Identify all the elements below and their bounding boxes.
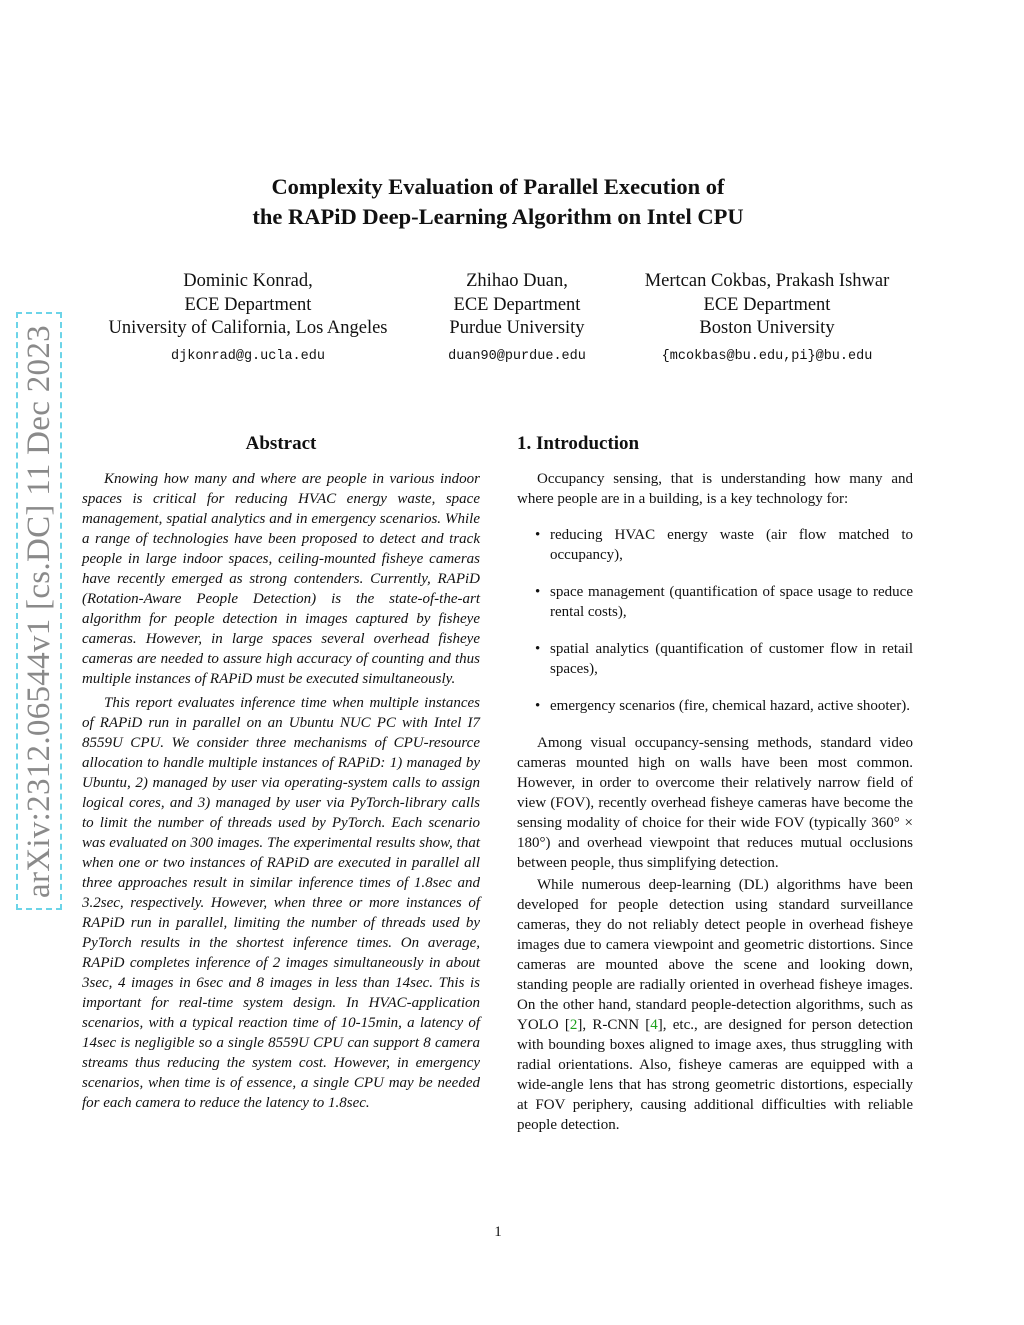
paragraph-text: ], etc., are designed for person detection with bounding boxes aligned to image axes, thus struggling with radial orientations. Also, fisheye cameras are equipped with a wide-angle lens that has strong geometric distortions, especially at FOV periphery, causing additional difficulties with reliable people detection. xyxy=(517,1017,913,1133)
list-item xyxy=(517,582,913,622)
list-item-text: emergency scenarios (fire, chemical hazard, active shooter). xyxy=(550,698,910,714)
introduction-section xyxy=(517,432,913,1137)
author-affiliation: Purdue University xyxy=(449,318,585,338)
arxiv-identifier: arXiv:2312.06544v1 [cs.DC] 11 Dec 2023 xyxy=(20,324,57,898)
paragraph-text: ], R-CNN [ xyxy=(577,1017,651,1033)
abstract-paragraph-2: This report evaluates inference time when multiple instances of RAPiD run in parallel on an Ubuntu NUC PC with Intel I7 8559U CPU. We consider three mechanisms of CPU-resource allocation to handle multiple instances of RAPiD: 1) managed by Ubuntu, 2) managed by user via operating-system calls to assign logical cores, and 3) managed by user via PyTorch-library calls to limit the number of threads used by PyTorch. Each scenario was evaluated on 300 images. The experimental results show, that when one or two instances of RAPiD are executed in parallel all three approaches result in similar inference times of 1.8sec and 3.2sec, respectively. However, when three or more instances of RAPiD run in parallel, limiting the number of threads used by PyTorch results in the shortest inference times. On average, RAPiD completes inference of 2 images simultaneously in about 3sec, 4 images in 6sec and 8 images in less than 14sec. This is important for real-time system design. In HVAC-application scenarios, with a typical reaction time of 10-15min, a latency of 14sec is negligible so a single 8559U CPU can support 8 camera streams thus reducing the system cost. However, in emergency scenarios, when time is of essence, a single CPU may be needed for each camera to reduce the latency to 1.8sec. xyxy=(82,695,480,1111)
paragraph-text: While numerous deep-learning (DL) algorithms have been developed for people detection using standard surveillance cameras, they do not reliably detect people in overhead fisheye images due to camera viewpoint and geometric distortions. Since cameras are mounted above the scene and looking down, standing people are radially oriented in overhead fisheye images. On the other hand, standard people-detection algorithms, such as YOLO [ xyxy=(517,877,913,1033)
abstract-paragraph-1: Knowing how many and where are people in various indoor spaces is critical for reducing HVAC energy waste, space management, spatial analytics and in emergency scenarios. While a range of technologies have been proposed to detect and track people in large indoor spaces, ceiling-mounted fisheye cameras have recently emerged as strong contenders. Currently, RAPiD (Rotation-Aware People Detection) is the state-of-the-art algorithm for people detection in images captured by fisheye cameras. However, in large spaces several overhead fisheye cameras are needed to assure high accuracy of counting and thus multiple instances of RAPiD must be executed simultaneously. xyxy=(82,471,480,687)
author-email: duan90@purdue.edu xyxy=(448,348,586,364)
author-name: Zhihao Duan, xyxy=(466,271,568,291)
intro-paragraph-3 xyxy=(517,875,913,1135)
arxiv-sidebar-stamp xyxy=(16,312,62,910)
list-item-text: reducing HVAC energy waste (air flow matched to occupancy), xyxy=(550,527,913,563)
bullet-icon: • xyxy=(535,527,541,543)
author-affiliation: Boston University xyxy=(699,318,835,338)
introduction-heading: 1. Introduction xyxy=(517,433,640,454)
title-line-1: Complexity Evaluation of Parallel Execution of xyxy=(271,174,725,199)
author-affiliation: University of California, Los Angeles xyxy=(108,318,388,338)
intro-paragraph-2: Among visual occupancy-sensing methods, standard video cameras mounted high on walls have been most common. However, in order to overcome their relatively narrow field of view (FOV), recently overhead fisheye cameras have become the sensing modality of choice for their wide FOV (typically 360° × 180°) and overhead viewpoint that reduces mutual occlusions between people, thus simplifying detection. xyxy=(517,735,913,871)
bullet-icon: • xyxy=(535,698,541,714)
author-block-2 xyxy=(420,270,614,368)
list-item-text: space management (quantification of space usage to reduce rental costs), xyxy=(550,584,913,620)
author-email: djkonrad@g.ucla.edu xyxy=(171,348,325,364)
title-line-2: the RAPiD Deep-Learning Algorithm on Intel CPU xyxy=(252,204,744,229)
list-item xyxy=(517,696,913,716)
author-department: ECE Department xyxy=(184,294,312,315)
citation-link[interactable]: 4 xyxy=(650,1017,658,1033)
list-item-text: spatial analytics (quantification of customer flow in retail spaces), xyxy=(550,641,913,677)
author-email: {mcokbas@bu.edu,pi}@bu.edu xyxy=(661,348,873,364)
list-item xyxy=(517,525,913,565)
author-name: Dominic Konrad, xyxy=(183,271,313,291)
bullet-icon: • xyxy=(535,584,541,600)
author-block-3 xyxy=(626,270,908,368)
author-department: ECE Department xyxy=(453,294,581,315)
author-block-1 xyxy=(92,270,404,368)
paper-title xyxy=(100,172,896,232)
author-department: ECE Department xyxy=(703,294,831,315)
citation-link[interactable]: 2 xyxy=(569,1017,578,1033)
intro-paragraph-1: Occupancy sensing, that is understanding how many and where people are in a building, is a key technology for: xyxy=(517,471,913,507)
abstract-heading: Abstract xyxy=(245,433,317,454)
application-list xyxy=(517,525,913,716)
author-name: Mertcan Cokbas, Prakash Ishwar xyxy=(644,271,890,291)
list-item xyxy=(517,639,913,679)
abstract-section xyxy=(82,432,480,1117)
bullet-icon: • xyxy=(535,641,541,657)
page-number: 1 xyxy=(494,1224,502,1240)
